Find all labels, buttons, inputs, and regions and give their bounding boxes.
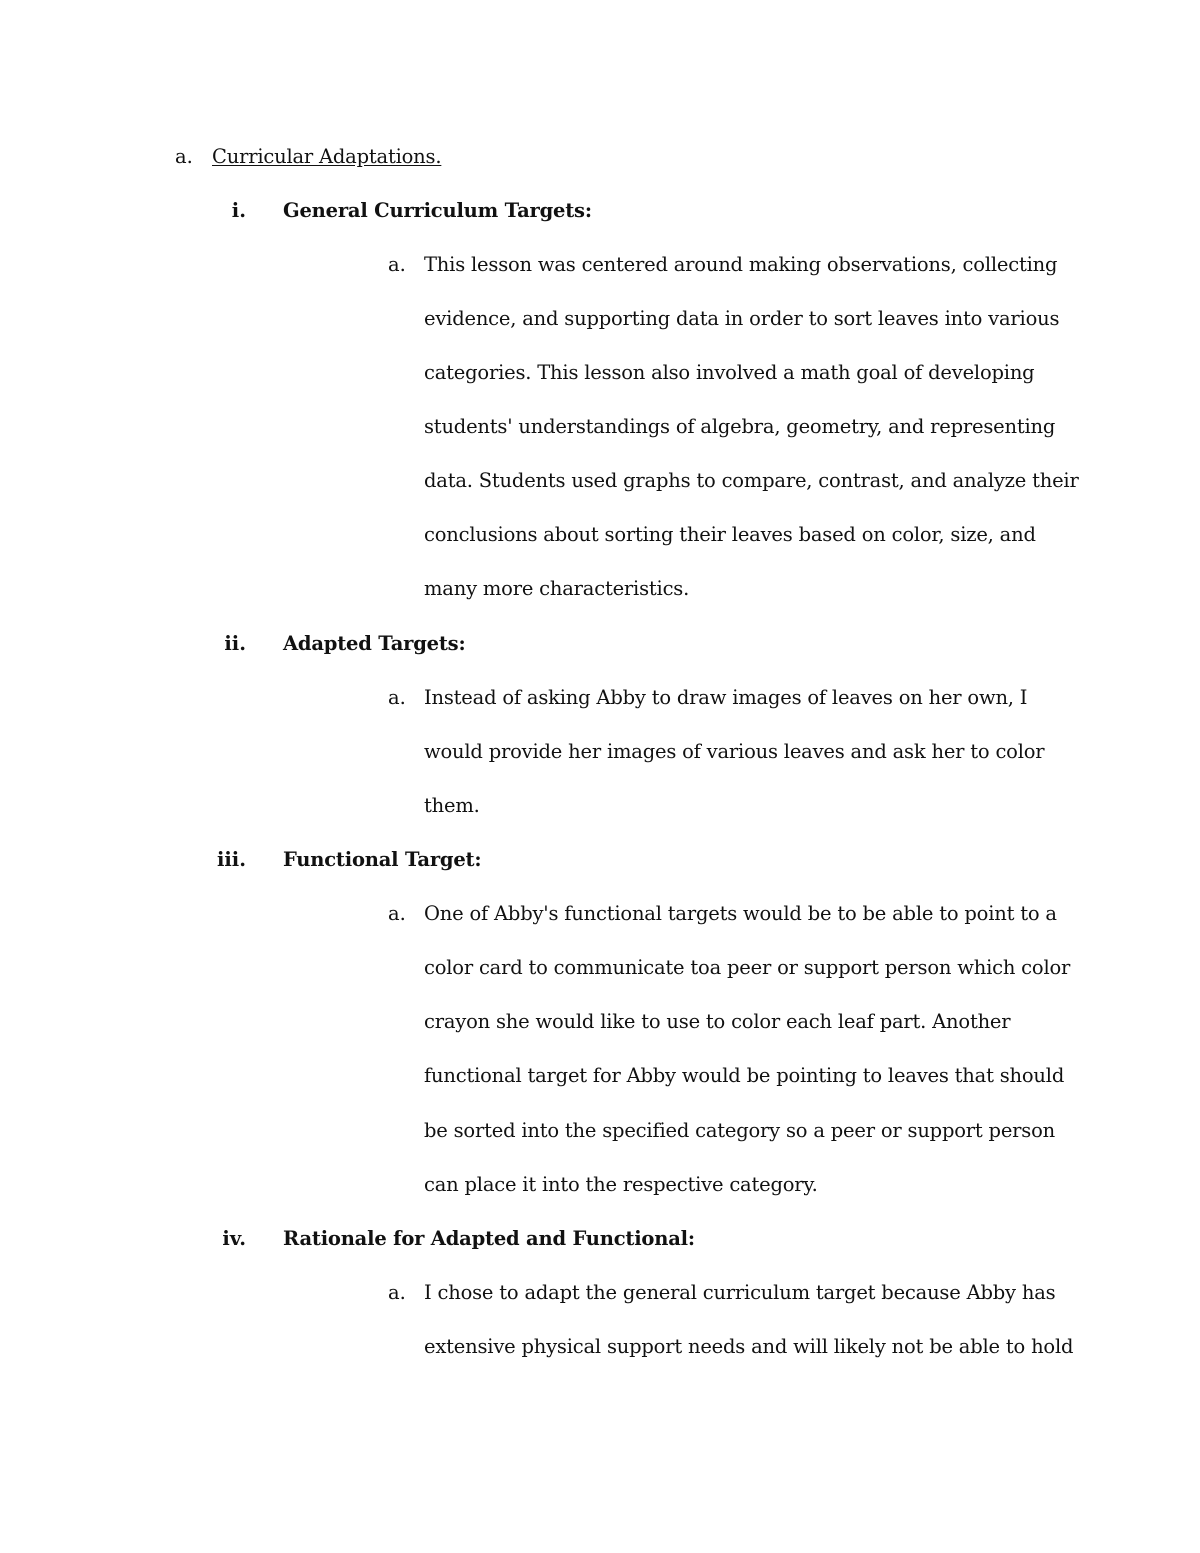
sub-item-marker: a. <box>388 253 406 276</box>
paragraph-line: evidence, and supporting data in order to sort leaves into various <box>424 307 1060 330</box>
paragraph-line: many more characteristics. <box>424 577 690 600</box>
paragraph-line: would provide her images of various leaves and ask her to color <box>424 740 1045 763</box>
sub-item-marker: a. <box>388 1281 406 1304</box>
paragraph-line: categories. This lesson also involved a math goal of developing <box>424 361 1035 384</box>
item-numeral-i: i. <box>231 199 246 222</box>
sub-item-marker: a. <box>388 902 406 925</box>
paragraph-line: students' understandings of algebra, geometry, and representing <box>424 415 1056 438</box>
paragraph-line: conclusions about sorting their leaves based on color, size, and <box>424 523 1036 546</box>
item-numeral-iii: iii. <box>216 848 246 871</box>
item-numeral-iv: iv. <box>222 1227 246 1250</box>
item-heading-adapted-targets: Adapted Targets: <box>283 632 466 655</box>
paragraph-line: can place it into the respective category. <box>424 1173 818 1196</box>
paragraph-line: be sorted into the specified category so a peer or support person <box>424 1119 1055 1142</box>
paragraph-line: Instead of asking Abby to draw images of leaves on her own, I <box>424 686 1028 709</box>
sub-item-marker: a. <box>388 686 406 709</box>
section-title: Curricular Adaptations. <box>212 145 442 168</box>
paragraph-line: data. Students used graphs to compare, contrast, and analyze their <box>424 469 1079 492</box>
item-heading-functional-target: Functional Target: <box>283 848 482 871</box>
paragraph-line: One of Abby's functional targets would be to be able to point to a <box>424 902 1057 925</box>
paragraph-line: I chose to adapt the general curriculum target because Abby has <box>424 1281 1056 1304</box>
paragraph-line: color card to communicate toa peer or support person which color <box>424 956 1071 979</box>
paragraph-line: This lesson was centered around making observations, collecting <box>424 253 1058 276</box>
paragraph-line: crayon she would like to use to color each leaf part. Another <box>424 1010 1011 1033</box>
item-heading-general-curriculum-targets: General Curriculum Targets: <box>283 199 592 222</box>
paragraph-line: them. <box>424 794 480 817</box>
paragraph-line: functional target for Abby would be pointing to leaves that should <box>424 1064 1065 1087</box>
section-marker: a. <box>175 145 193 168</box>
item-heading-rationale: Rationale for Adapted and Functional: <box>283 1227 695 1250</box>
paragraph-line: extensive physical support needs and will likely not be able to hold <box>424 1335 1074 1358</box>
item-numeral-ii: ii. <box>224 632 246 655</box>
